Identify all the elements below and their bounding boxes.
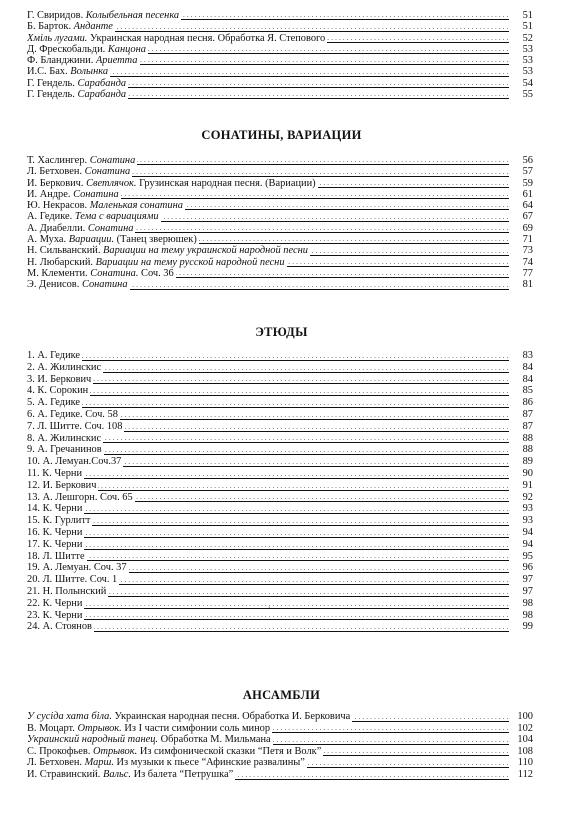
entry-author: А. Диабелли. [27, 222, 86, 234]
entry-text: 3. И. Беркович [27, 373, 92, 385]
entry-note: (Танец зверюшек) [114, 234, 197, 246]
entry-author: Н. Любарский. [27, 256, 93, 268]
toc-entry [27, 586, 533, 598]
dot-leader [27, 387, 509, 395]
section-heading-sonatinas: СОНАТИНЫ, ВАРИАЦИИ [201, 128, 362, 142]
entry-author: А. Гедике. [27, 211, 73, 223]
entry-page-number: 98 [511, 610, 533, 622]
entry-author: И. Беркович. [27, 177, 84, 189]
entry-page-number: 59 [511, 178, 533, 189]
entry-work: Украинский народный танец. [27, 734, 159, 746]
entry-work: Вариации на тему украинской народной песни [103, 245, 308, 257]
entry-text: 4. К. Сорокин [27, 385, 89, 397]
toc-entry [27, 551, 533, 563]
entry-page-number: 52 [511, 33, 533, 44]
dot-leader [27, 505, 509, 513]
entry-work: Маленькая сонатина [89, 200, 183, 212]
entry-author: Г. Свиридов. [27, 10, 84, 21]
section-heading-etudes: ЭТЮДЫ [255, 325, 308, 339]
toc-entry [27, 539, 533, 551]
entry-title [27, 598, 84, 609]
toc-list-etudes [27, 350, 533, 633]
section-heading-ensembles: АНСАМБЛИ [242, 688, 321, 702]
entry-page-number: 94 [511, 527, 533, 539]
entry-work: Сонатина [87, 222, 134, 234]
entry-page-number: 53 [511, 44, 533, 55]
entry-title [27, 223, 135, 234]
entry-note: Из балета “Петрушка” [131, 768, 234, 780]
dot-leader [27, 552, 509, 560]
entry-title [27, 515, 92, 526]
entry-text: 8. А. Жилинскис [27, 432, 102, 444]
dot-leader [27, 517, 509, 525]
entry-title [27, 78, 128, 89]
entry-work: Сонатина. [90, 267, 139, 279]
entry-note: Украинская народная песня. Обработка Я. Степового [87, 32, 326, 44]
toc-entry [27, 562, 533, 574]
entry-work: Ариетта [95, 55, 138, 67]
entry-page-number: 87 [511, 409, 533, 421]
entry-title [27, 421, 124, 432]
entry-page-number: 90 [511, 468, 533, 480]
dot-leader [27, 467, 509, 479]
entry-text: 10. А. Лемуан.Соч.37 [27, 456, 122, 468]
toc-entry [27, 211, 533, 222]
toc-entry [27, 444, 533, 456]
entry-text: 18. Л. Шитте [27, 550, 85, 562]
toc-entry [27, 734, 533, 746]
entry-work: У сусіда хата біла. [27, 711, 112, 722]
entry-author: Н. Сильванский. [27, 245, 101, 257]
entry-page-number: 97 [511, 586, 533, 598]
toc-list-sonatinas [27, 155, 533, 291]
entry-title [27, 89, 128, 100]
entry-page-number: 73 [511, 245, 533, 256]
entry-title [27, 155, 137, 166]
entry-author: Л. Бетховен. [27, 757, 82, 769]
dot-leader [27, 399, 509, 407]
entry-author: Э. Денисов. [27, 279, 80, 291]
entry-author: Л. Бетховен. [27, 166, 82, 178]
entry-title [27, 562, 129, 573]
entry-author: И. Андре. [27, 188, 71, 200]
entry-text: 13. А. Лешгорн. Соч. 65 [27, 491, 133, 503]
entry-page-number: 108 [511, 746, 533, 758]
entry-text: 20. Л. Шитте. Соч. 1 [27, 574, 118, 586]
entry-work: Вариации. [68, 234, 115, 246]
toc-entry [27, 223, 533, 234]
entry-page-number: 69 [511, 223, 533, 234]
entry-author: Б. Барток. [27, 21, 72, 33]
entry-work: Отрывок. [77, 722, 122, 734]
entry-text: 2. А. Жилинскис [27, 361, 102, 373]
entry-author: Г. Гендель. [27, 89, 75, 101]
entry-text: 14. К. Черни [27, 503, 83, 515]
entry-page-number: 83 [511, 350, 533, 362]
entry-work: Сонатина [84, 166, 131, 178]
entry-title [27, 456, 123, 467]
entry-note: Украинская народная песня. Обработка И. Берковича [111, 711, 351, 722]
entry-text: 23. К. Черни [27, 609, 83, 621]
entry-page-number: 97 [511, 574, 533, 586]
entry-page-number: 81 [511, 279, 533, 290]
entry-title [27, 350, 82, 361]
entry-title [27, 245, 310, 256]
entry-page-number: 54 [511, 78, 533, 89]
entry-work: Вальс. [102, 768, 131, 780]
entry-work: Марш. [84, 757, 114, 769]
entry-author: Г. Гендель. [27, 77, 75, 89]
entry-page-number: 87 [511, 421, 533, 433]
entry-work: Волынка [70, 66, 109, 78]
entry-text: 11. К. Черни [27, 467, 83, 479]
entry-title [27, 234, 199, 245]
entry-note: Из I части симфонии соль минор [121, 722, 271, 734]
entry-work: Анданте [73, 21, 113, 33]
entry-page-number: 84 [511, 374, 533, 386]
toc-entry [27, 769, 533, 781]
entry-page-number: 71 [511, 234, 533, 245]
entry-text: 6. А. Гедике. Соч. 58 [27, 408, 118, 420]
entry-text: 5. А. Гедике [27, 397, 81, 409]
toc-entry [27, 155, 533, 166]
entry-title [27, 33, 327, 44]
entry-text: 15. К. Гурлитт [27, 515, 91, 527]
entry-title [27, 44, 148, 55]
toc-entry [27, 10, 533, 21]
toc-entry [27, 492, 533, 504]
entry-title [27, 189, 121, 200]
entry-page-number: 67 [511, 211, 533, 222]
entry-work: Сонатина [81, 279, 128, 291]
entry-work: Вариации на тему русской народной песни [95, 256, 285, 268]
entry-page-number: 85 [511, 385, 533, 397]
toc-entry [27, 723, 533, 735]
toc-entry [27, 757, 533, 769]
entry-page-number: 93 [511, 515, 533, 527]
toc-entry [27, 78, 533, 89]
entry-page-number: 84 [511, 362, 533, 374]
dot-leader [27, 352, 509, 360]
toc-entry [27, 234, 533, 245]
entry-page-number: 96 [511, 562, 533, 574]
entry-author: Т. Хаслингер. [27, 155, 88, 166]
entry-page-number: 74 [511, 257, 533, 268]
toc-entry [27, 711, 533, 723]
entry-work: Светлячок. [86, 177, 137, 189]
entry-title [27, 539, 84, 550]
entry-note: Соч. 36 [138, 267, 174, 279]
toc-entry [27, 610, 533, 622]
toc-entry [27, 480, 533, 492]
entry-author: И.С. Бах. [27, 66, 68, 78]
entry-page-number: 112 [511, 769, 533, 781]
entry-title [27, 574, 119, 585]
toc-entry [27, 409, 533, 421]
entry-text: 21. Н. Полынский [27, 585, 107, 597]
entry-title [27, 10, 181, 21]
entry-title [27, 21, 115, 32]
entry-title [27, 734, 273, 745]
entry-page-number: 61 [511, 189, 533, 200]
entry-title [27, 527, 84, 538]
entry-title [27, 362, 103, 373]
entry-page-number: 100 [511, 711, 533, 723]
toc-entry [27, 178, 533, 189]
entry-page-number: 94 [511, 539, 533, 551]
toc-entry [27, 468, 533, 480]
toc-entry [27, 89, 533, 100]
entry-author: С. Прокофьев. [27, 745, 91, 757]
entry-page-number: 98 [511, 598, 533, 610]
entry-title [27, 200, 185, 211]
entry-page-number: 89 [511, 456, 533, 468]
toc-entry [27, 257, 533, 268]
toc-entry [27, 66, 533, 77]
entry-author: Ю. Некрасов. [27, 200, 88, 212]
entry-text: 16. К. Черни [27, 526, 83, 538]
dot-leader [27, 526, 509, 538]
toc-entry [27, 621, 533, 633]
toc-entry [27, 245, 533, 256]
entry-work: Сонатина [73, 188, 119, 200]
toc-entry [27, 189, 533, 200]
entry-title [27, 178, 318, 189]
entry-note: Из симфонической сказки “Петя и Волк” [137, 745, 322, 757]
entry-work: Сонатина [89, 155, 136, 166]
entry-text: 17. К. Черни [27, 538, 83, 550]
toc-entry [27, 574, 533, 586]
dot-leader [27, 375, 509, 383]
entry-title [27, 166, 132, 177]
entry-text: 24. А. Стоянов [27, 621, 92, 633]
entry-title [27, 503, 84, 514]
toc-entry [27, 44, 533, 55]
entry-title [27, 211, 161, 222]
entry-author: Ф. Бланджини. [27, 55, 94, 67]
toc-list-ensembles [27, 711, 533, 781]
entry-author: И. Стравинский. [27, 768, 101, 780]
toc-entry [27, 433, 533, 445]
toc-entry [27, 55, 533, 66]
entry-title [27, 257, 287, 268]
toc-entry [27, 200, 533, 211]
entry-author: В. Моцарт. [27, 722, 75, 734]
entry-page-number: 57 [511, 166, 533, 177]
toc-entry [27, 515, 533, 527]
entry-work: Канцона [107, 43, 146, 55]
entry-page-number: 56 [511, 155, 533, 166]
entry-title [27, 397, 82, 408]
entry-text: 1. А. Гедике [27, 350, 81, 361]
entry-title [27, 468, 84, 479]
toc-entry [27, 421, 533, 433]
entry-work: Сарабанда [77, 77, 127, 89]
entry-page-number: 51 [511, 21, 533, 32]
toc-entry [27, 746, 533, 758]
entry-title [27, 55, 140, 66]
entry-page-number: 86 [511, 397, 533, 409]
entry-title [27, 444, 104, 455]
toc-entry [27, 456, 533, 468]
entry-title [27, 433, 103, 444]
entry-page-number: 110 [511, 757, 533, 769]
entry-page-number: 55 [511, 89, 533, 100]
entry-title [27, 551, 87, 562]
toc-entry [27, 397, 533, 409]
entry-author: М. Клементи. [27, 267, 88, 279]
entry-title [27, 610, 84, 621]
toc-entry [27, 33, 533, 44]
entry-title [27, 746, 323, 757]
toc-list-top [27, 10, 533, 100]
stray-mark: ʻ [268, 605, 271, 615]
entry-title [27, 385, 90, 396]
entry-work: Хміль лугами. [27, 32, 88, 44]
dot-leader [27, 538, 509, 550]
entry-page-number: 64 [511, 200, 533, 211]
entry-title [27, 66, 110, 77]
entry-title [27, 621, 94, 632]
toc-entry [27, 268, 533, 279]
toc-entry [27, 385, 533, 397]
toc-entry [27, 527, 533, 539]
entry-title [27, 723, 272, 734]
toc-entry [27, 21, 533, 32]
entry-page-number: 88 [511, 433, 533, 445]
entry-note: Грузинская народная песня. (Вариации) [136, 177, 316, 189]
entry-title [27, 268, 176, 279]
entry-author: А. Муха. [27, 234, 67, 246]
entry-author: Д. Фрескобальди. [27, 43, 106, 55]
entry-text: 12. И. Беркович [27, 479, 97, 491]
dot-leader [27, 479, 509, 491]
entry-text: 9. А. Гречанинов [27, 444, 102, 456]
toc-entry [27, 350, 533, 362]
entry-note: Из музыки к пьесе “Афинские развалины” [113, 757, 305, 769]
entry-page-number: 95 [511, 551, 533, 563]
toc-entry [27, 166, 533, 177]
toc-entry [27, 598, 533, 610]
entry-work: Колыбельная песенка [85, 10, 180, 21]
toc-entry [27, 279, 533, 290]
entry-work: Отрывок. [92, 745, 138, 757]
entry-page-number: 53 [511, 66, 533, 77]
toc-entry [27, 362, 533, 374]
entry-work: Сарабанда [77, 89, 127, 101]
entry-page-number: 53 [511, 55, 533, 66]
entry-text: 19. А. Лемуан. Соч. 37 [27, 562, 127, 574]
entry-page-number: 92 [511, 492, 533, 504]
entry-title [27, 711, 352, 722]
entry-title [27, 374, 93, 385]
entry-work: Тема с вариациями [74, 211, 159, 223]
entry-page-number: 104 [511, 734, 533, 746]
dot-leader [27, 623, 509, 631]
entry-title [27, 586, 108, 597]
toc-entry [27, 374, 533, 386]
entry-title [27, 409, 120, 420]
entry-page-number: 93 [511, 503, 533, 515]
entry-title [27, 279, 130, 290]
entry-page-number: 99 [511, 621, 533, 633]
entry-title [27, 492, 135, 503]
entry-page-number: 88 [511, 444, 533, 456]
toc-entry [27, 503, 533, 515]
entry-note: Обработка М. Мильмана [158, 734, 271, 746]
entry-text: 7. Л. Шитте. Соч. 108 [27, 420, 123, 432]
entry-page-number: 77 [511, 268, 533, 279]
entry-page-number: 102 [511, 723, 533, 735]
entry-title [27, 480, 98, 491]
entry-title [27, 769, 235, 780]
entry-title [27, 757, 307, 768]
entry-page-number: 51 [511, 10, 533, 21]
entry-text: 22. К. Черни [27, 597, 83, 609]
entry-page-number: 91 [511, 480, 533, 492]
